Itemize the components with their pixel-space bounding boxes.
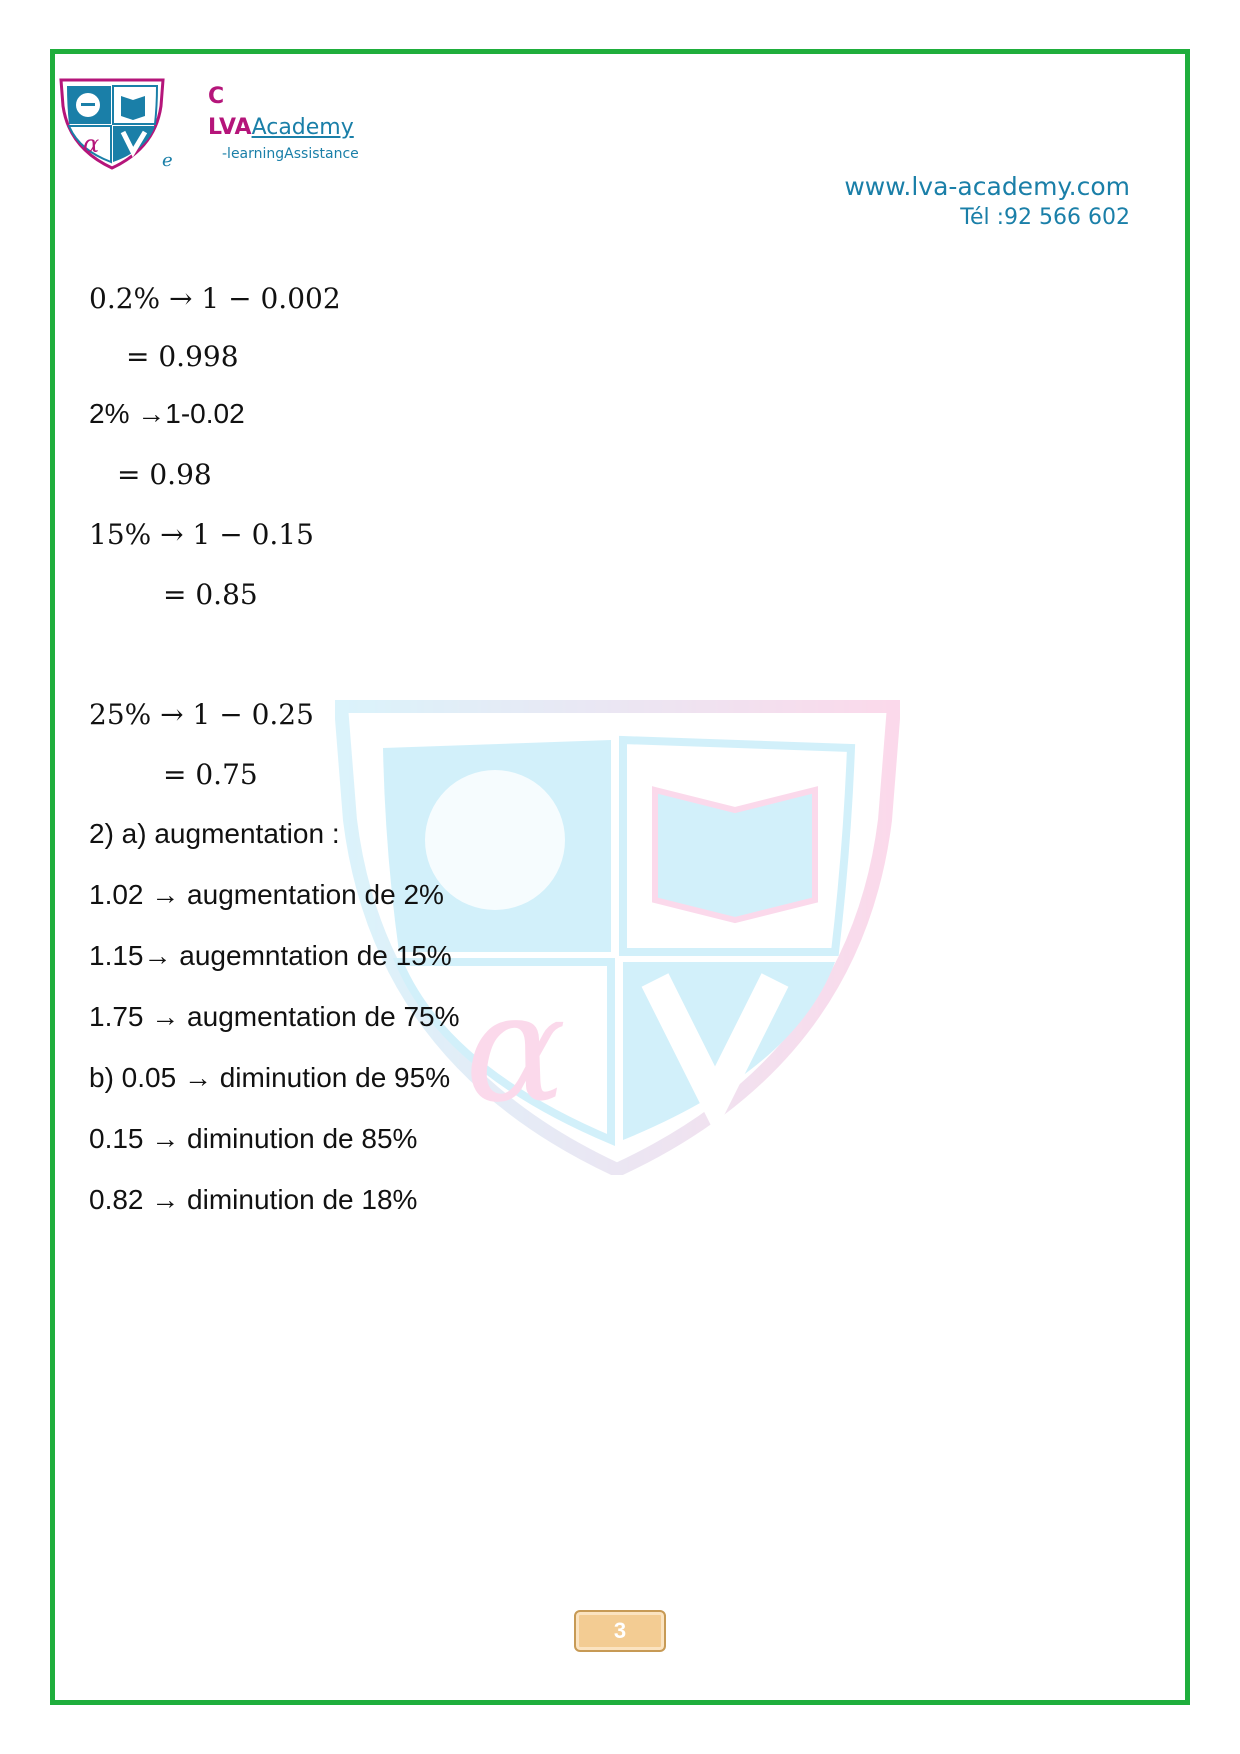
answer-line-4: b) 0.05 → diminution de 95% bbox=[89, 1062, 451, 1093]
brand-tagline: -learningAssistance bbox=[222, 146, 359, 162]
calc-line-6: = 0.85 bbox=[163, 578, 258, 611]
svg-text:α: α bbox=[465, 962, 567, 1136]
contact-block bbox=[844, 172, 1130, 230]
calc-line-8: = 0.75 bbox=[163, 758, 258, 791]
website-url[interactable]: www.lva-academy.com bbox=[844, 172, 1130, 201]
calc-line-7: 25% → 1 − 0.25 bbox=[89, 698, 314, 731]
answer-line-3: 1.75 → augmentation de 75% bbox=[89, 1001, 460, 1032]
calc-line-4: = 0.98 bbox=[117, 458, 212, 491]
logo-alpha-glyph: α bbox=[83, 130, 100, 158]
brand-e-mark: e bbox=[162, 150, 173, 171]
answer-line-1: 1.02 → augmentation de 2% bbox=[89, 879, 444, 910]
brand-c: C bbox=[208, 84, 225, 109]
calc-line-2: = 0.998 bbox=[126, 340, 239, 373]
brand-lva: LVA bbox=[208, 115, 252, 140]
calc-line-3: 2% →1-0.02 bbox=[89, 398, 245, 429]
brand-name bbox=[208, 115, 359, 140]
answer-line-5: 0.15 → diminution de 85% bbox=[89, 1123, 418, 1154]
answer-line-6: 0.82 → diminution de 18% bbox=[89, 1184, 418, 1215]
calc-line-5: 15% → 1 − 0.15 bbox=[89, 518, 314, 551]
page-number-badge: 3 bbox=[574, 1610, 666, 1652]
brand-academy: Academy bbox=[251, 115, 354, 140]
section-heading: 2) a) augmentation : bbox=[89, 818, 340, 849]
academy-logo bbox=[57, 76, 167, 170]
calc-line-1: 0.2% → 1 − 0.002 bbox=[89, 282, 341, 315]
phone-number: Tél :92 566 602 bbox=[960, 205, 1130, 230]
brand-block bbox=[208, 84, 359, 162]
logo-watermark bbox=[335, 700, 900, 1175]
answer-line-2: 1.15→ augemntation de 15% bbox=[89, 940, 452, 971]
